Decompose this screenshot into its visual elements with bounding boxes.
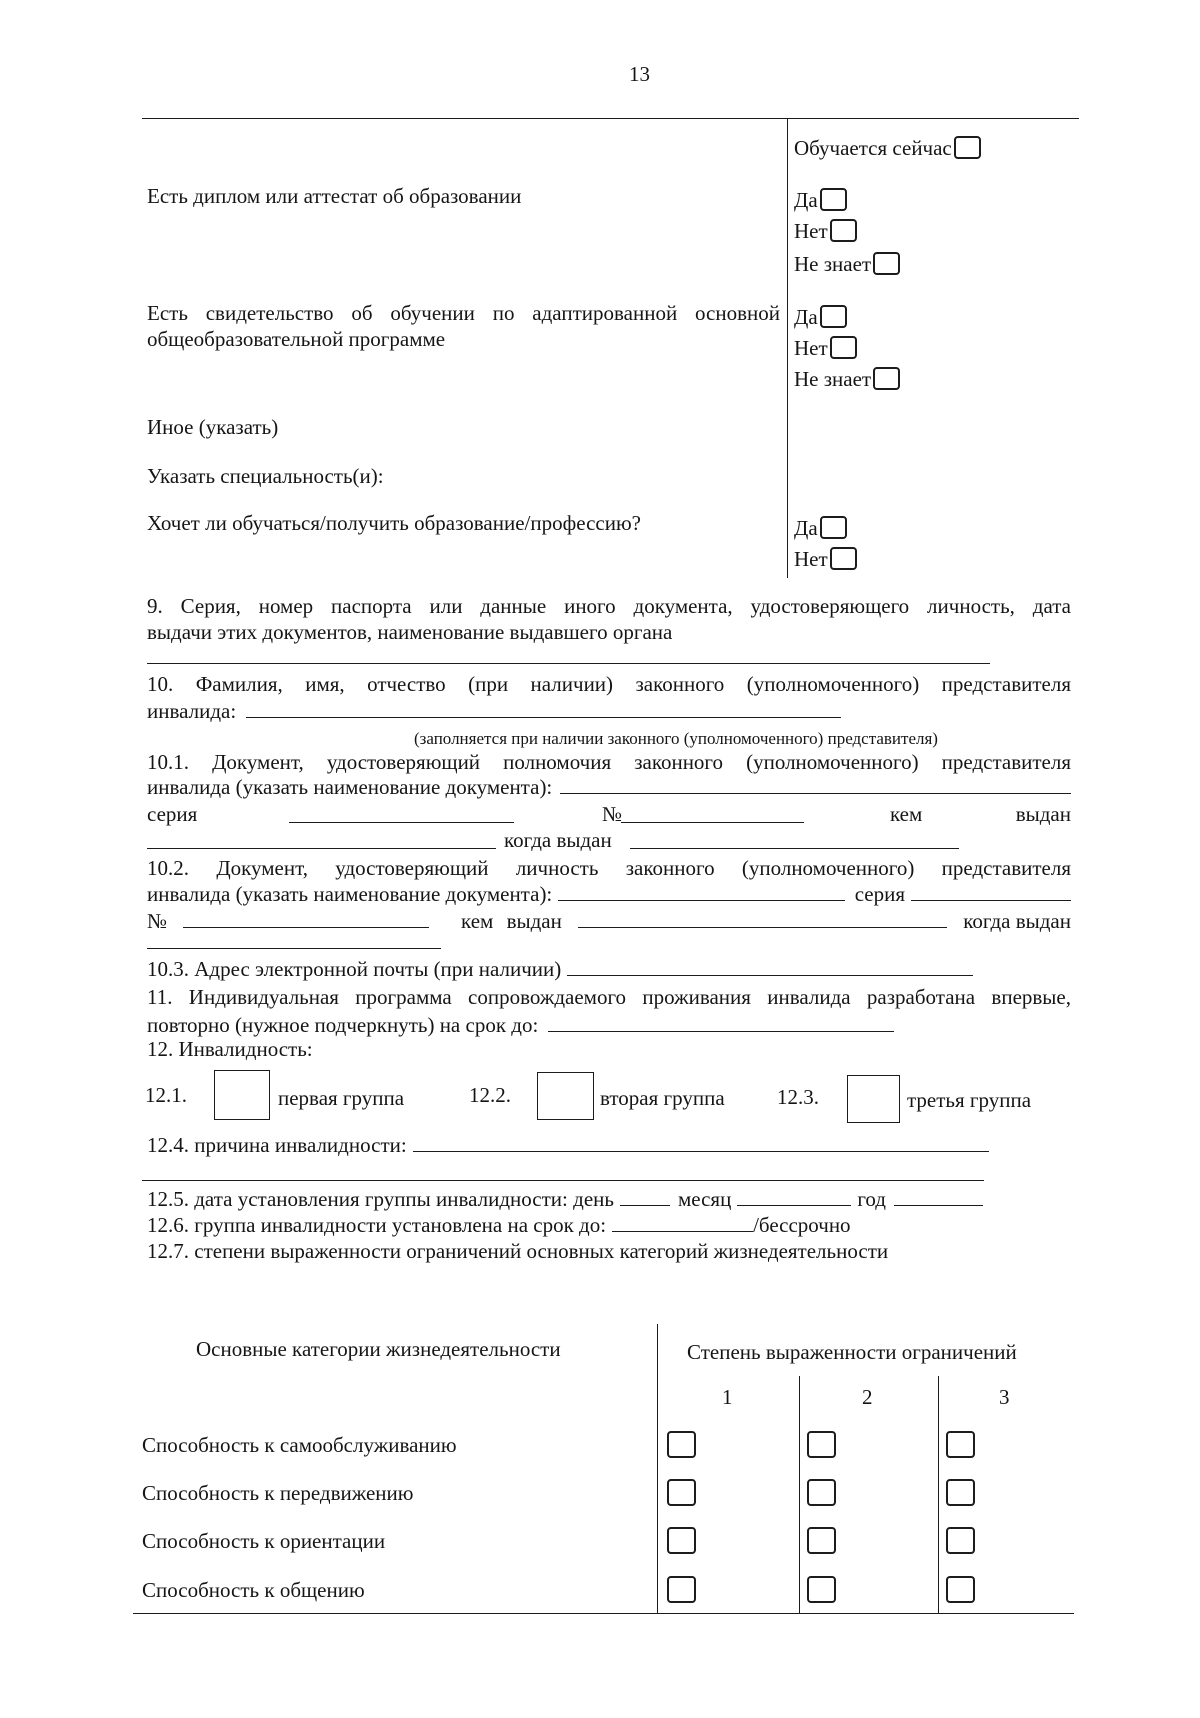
authority-document-row	[147, 776, 1071, 798]
disability-term-field[interactable]	[612, 1231, 753, 1232]
group-2-number: 12.2.	[469, 1083, 511, 1107]
selfcare-degree-1-checkbox[interactable]	[667, 1431, 696, 1458]
communication-degree-2-checkbox[interactable]	[807, 1576, 836, 1603]
education-column-divider	[787, 118, 788, 578]
identity-number-row	[147, 910, 1071, 932]
studying-now-option[interactable]	[794, 136, 981, 159]
identity-issue-date-label: когда выдан	[963, 909, 1071, 933]
authority-number-label: №	[602, 802, 623, 826]
orientation-degree-2-checkbox[interactable]	[807, 1527, 836, 1554]
table-bottom-rule	[133, 1613, 1074, 1614]
certificate-option-unknown[interactable]	[794, 367, 900, 390]
representative-name-field[interactable]	[246, 717, 841, 718]
wants-study-no-label: Нет	[794, 546, 828, 571]
disability-month-field[interactable]	[737, 1205, 851, 1206]
identity-document-row	[147, 883, 1071, 905]
studying-now-label: Обучается сейчас	[794, 135, 952, 160]
diploma-option-no[interactable]	[794, 219, 857, 242]
disability-month-label: месяц	[677, 1187, 732, 1211]
group-3-number: 12.3.	[777, 1085, 819, 1109]
disability-cause-field-line2[interactable]	[142, 1180, 984, 1181]
certificate-unknown-checkbox[interactable]	[873, 367, 900, 390]
group-3-box[interactable]	[847, 1075, 900, 1123]
disability-title: 12. Инвалидность:	[147, 1037, 313, 1061]
identity-number-field[interactable]	[183, 927, 429, 928]
disability-cause-row	[147, 1134, 989, 1156]
identity-issued-by-field[interactable]	[578, 927, 947, 928]
section-10-2-line1: 10.2. Документ, удостоверяющий личность законного (уполномоченного) представителя	[147, 856, 1071, 880]
certificate-no-label: Нет	[794, 335, 828, 360]
diploma-yes-checkbox[interactable]	[820, 188, 847, 211]
authority-issued-by-label-1: кем	[890, 802, 923, 826]
mobility-degree-3-checkbox[interactable]	[946, 1479, 975, 1506]
certificate-option-no[interactable]	[794, 336, 857, 359]
row-orientation-label: Способность к ориентации	[142, 1529, 386, 1553]
representative-name-row	[147, 700, 841, 722]
certificate-unknown-label: Не знает	[794, 366, 872, 391]
table-header-categories: Основные категории жизнедеятельности	[196, 1337, 561, 1361]
program-term-row	[147, 1014, 894, 1036]
diploma-no-label: Нет	[794, 218, 828, 243]
group-1-box[interactable]	[214, 1070, 270, 1120]
table-divider-main	[657, 1324, 658, 1613]
mobility-degree-2-checkbox[interactable]	[807, 1479, 836, 1506]
certificate-no-checkbox[interactable]	[830, 336, 857, 359]
email-label: 10.3. Адрес электронной почты (при наличии)	[147, 957, 562, 981]
diploma-option-yes[interactable]	[794, 188, 847, 211]
authority-issued-by-label-2: выдан	[1015, 802, 1071, 826]
top-rule	[142, 118, 1079, 119]
limitation-degrees-label: 12.7. степени выраженности ограничений основных категорий жизнедеятельности	[147, 1239, 889, 1263]
email-row	[147, 958, 973, 980]
section-9-line2: выдачи этих документов, наименование выдавшего органа	[147, 620, 673, 644]
identity-document-label: инвалида (указать наименование документа):	[147, 882, 553, 906]
row-selfcare-label: Способность к самообслуживанию	[142, 1433, 457, 1457]
disability-day-field[interactable]	[620, 1205, 670, 1206]
row-communication-label: Способность к общению	[142, 1578, 365, 1602]
wants-study-option-yes[interactable]	[794, 516, 847, 539]
diploma-no-checkbox[interactable]	[830, 219, 857, 242]
identity-document-field[interactable]	[558, 900, 844, 901]
disability-date-label: 12.5. дата установления группы инвалидности: день	[147, 1187, 614, 1211]
wants-study-yes-checkbox[interactable]	[820, 516, 847, 539]
section-9-line1: 9. Серия, номер паспорта или данные иного документа, удостоверяющего личность, дата	[147, 594, 1071, 618]
identity-series-label: серия	[854, 882, 905, 906]
group-1-number: 12.1.	[145, 1083, 187, 1107]
diploma-question: Есть диплом или аттестат об образовании	[147, 184, 522, 208]
page-number: 13	[629, 62, 650, 86]
section-11-line1: 11. Индивидуальная программа сопровождаемого проживания инвалида разработана впервые,	[147, 985, 1071, 1009]
disability-year-label: год	[857, 1187, 886, 1211]
group-2-label: вторая группа	[600, 1086, 725, 1110]
section-10-1-line1: 10.1. Документ, удостоверяющий полномочия законного (уполномоченного) представителя	[147, 750, 1071, 774]
disability-term-label: 12.6. группа инвалидности установлена на срок до:	[147, 1213, 607, 1237]
wants-study-yes-label: Да	[794, 515, 818, 540]
email-field[interactable]	[567, 975, 973, 976]
diploma-unknown-label: Не знает	[794, 251, 872, 276]
group-1-label: первая группа	[278, 1086, 405, 1110]
diploma-yes-label: Да	[794, 187, 818, 212]
disability-cause-label: 12.4. причина инвалидности:	[147, 1133, 407, 1157]
mobility-degree-1-checkbox[interactable]	[667, 1479, 696, 1506]
representative-name-label: инвалида:	[147, 699, 237, 723]
disability-date-row	[147, 1188, 983, 1210]
authority-document-field[interactable]	[560, 793, 1071, 794]
table-header-degree: Степень выраженности ограничений	[687, 1340, 1017, 1364]
authority-series-field[interactable]	[289, 822, 514, 823]
authority-document-label: инвалида (указать наименование документа):	[147, 775, 553, 799]
degree-column-2: 2	[862, 1385, 873, 1409]
certificate-yes-checkbox[interactable]	[820, 305, 847, 328]
table-divider-col3	[938, 1376, 939, 1613]
other-education-label: Иное (указать)	[147, 415, 279, 439]
identity-issued-by-label: кем выдан	[461, 909, 562, 933]
certificate-question-line1: Есть свидетельство об обучении по адаптированной основной	[147, 301, 780, 325]
disability-cause-field[interactable]	[413, 1151, 989, 1152]
certificate-question-line2: общеобразовательной программе	[147, 327, 446, 351]
wants-study-no-checkbox[interactable]	[830, 547, 857, 570]
group-2-box[interactable]	[537, 1072, 594, 1120]
certificate-option-yes[interactable]	[794, 305, 847, 328]
wants-study-option-no[interactable]	[794, 547, 857, 570]
selfcare-degree-2-checkbox[interactable]	[807, 1431, 836, 1458]
authority-number-field[interactable]	[621, 822, 804, 823]
orientation-degree-3-checkbox[interactable]	[946, 1527, 975, 1554]
disability-term-row	[147, 1214, 907, 1236]
section-10-line1: 10. Фамилия, имя, отчество (при наличии) законного (уполномоченного) представителя	[147, 672, 1071, 696]
group-3-label: третья группа	[907, 1088, 1032, 1112]
disability-year-field[interactable]	[894, 1205, 983, 1206]
studying-now-checkbox[interactable]	[954, 136, 981, 159]
selfcare-degree-3-checkbox[interactable]	[946, 1431, 975, 1458]
program-term-field[interactable]	[548, 1031, 894, 1032]
orientation-degree-1-checkbox[interactable]	[667, 1527, 696, 1554]
program-term-label: повторно (нужное подчеркнуть) на срок до:	[147, 1013, 539, 1037]
authority-issue-date-label: когда выдан	[504, 828, 612, 852]
diploma-option-unknown[interactable]	[794, 252, 900, 275]
communication-degree-3-checkbox[interactable]	[946, 1576, 975, 1603]
identity-series-field[interactable]	[911, 900, 1071, 901]
authority-issued-by-field[interactable]	[147, 848, 496, 849]
passport-data-field[interactable]	[147, 663, 990, 664]
identity-issue-date-field[interactable]	[147, 948, 441, 949]
authority-series-label: серия	[147, 802, 198, 826]
certificate-yes-label: Да	[794, 304, 818, 329]
identity-number-label: №	[147, 909, 168, 933]
wants-study-question: Хочет ли обучаться/получить образование/профессию?	[147, 511, 641, 535]
degree-column-3: 3	[999, 1385, 1010, 1409]
authority-issue-date-field[interactable]	[630, 848, 959, 849]
communication-degree-1-checkbox[interactable]	[667, 1576, 696, 1603]
row-mobility-label: Способность к передвижению	[142, 1481, 414, 1505]
specialty-label: Указать специальность(и):	[147, 464, 384, 488]
disability-indefinite-label: /бессрочно	[753, 1213, 851, 1237]
diploma-unknown-checkbox[interactable]	[873, 252, 900, 275]
degree-column-1: 1	[722, 1385, 733, 1409]
representative-note: (заполняется при наличии законного (уполномоченного) представителя)	[414, 729, 938, 748]
table-divider-col2	[799, 1376, 800, 1613]
